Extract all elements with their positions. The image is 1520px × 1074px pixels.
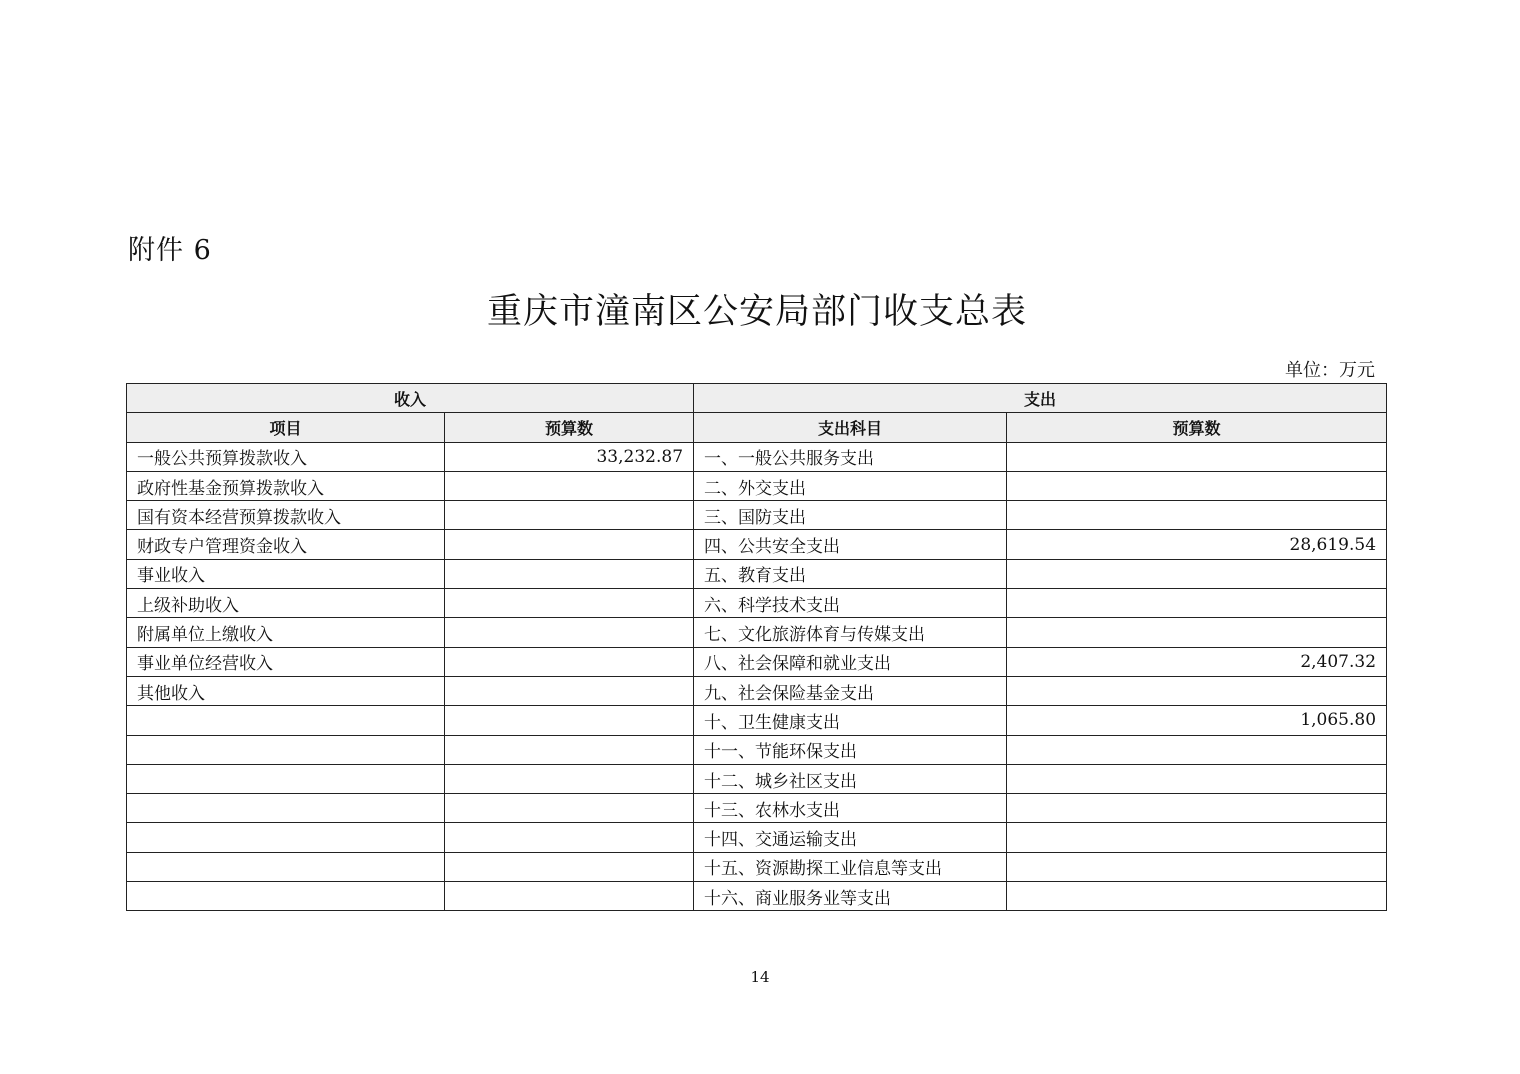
table-row bbox=[127, 823, 1387, 852]
expense-budget-cell bbox=[1007, 823, 1387, 852]
income-budget-cell bbox=[445, 676, 694, 705]
income-budget-cell bbox=[445, 647, 694, 676]
page-number: 14 bbox=[750, 968, 770, 986]
expense-budget-cell bbox=[1007, 676, 1387, 705]
income-item-cell: 事业收入 bbox=[127, 559, 445, 588]
table-row bbox=[127, 882, 1387, 911]
table-row bbox=[127, 618, 1387, 647]
income-budget-cell: 33,232.87 bbox=[445, 442, 694, 471]
income-budget-cell bbox=[445, 823, 694, 852]
income-item-cell bbox=[127, 764, 445, 793]
expense-budget-cell bbox=[1007, 471, 1387, 500]
income-item-cell: 一般公共预算拨款收入 bbox=[127, 442, 445, 471]
table-row bbox=[127, 559, 1387, 588]
income-item-cell: 国有资本经营预算拨款收入 bbox=[127, 501, 445, 530]
income-item-cell bbox=[127, 823, 445, 852]
expense-budget-cell bbox=[1007, 618, 1387, 647]
income-item-cell bbox=[127, 852, 445, 881]
income-budget-cell bbox=[445, 764, 694, 793]
expense-budget-cell: 2,407.32 bbox=[1007, 647, 1387, 676]
income-item-cell bbox=[127, 706, 445, 735]
expense-subject-cell: 八、社会保障和就业支出 bbox=[694, 647, 1007, 676]
expense-budget-cell: 1,065.80 bbox=[1007, 706, 1387, 735]
expense-budget-cell bbox=[1007, 501, 1387, 530]
expense-budget-cell bbox=[1007, 794, 1387, 823]
budget-table-body bbox=[127, 442, 1387, 911]
expense-budget-cell bbox=[1007, 589, 1387, 618]
expense-budget-cell bbox=[1007, 735, 1387, 764]
income-item-cell: 事业单位经营收入 bbox=[127, 647, 445, 676]
income-item-cell: 财政专户管理资金收入 bbox=[127, 530, 445, 559]
unit-label: 单位：万元 bbox=[1285, 360, 1375, 381]
income-budget-cell bbox=[445, 559, 694, 588]
table-row bbox=[127, 764, 1387, 793]
expense-budget-cell bbox=[1007, 764, 1387, 793]
income-budget-header: 预算数 bbox=[445, 413, 694, 442]
income-item-cell bbox=[127, 794, 445, 823]
expense-subject-cell: 十四、交通运输支出 bbox=[694, 823, 1007, 852]
expense-subject-cell: 十三、农林水支出 bbox=[694, 794, 1007, 823]
table-row bbox=[127, 530, 1387, 559]
income-group-header: 收入 bbox=[127, 384, 694, 413]
column-header-row bbox=[127, 413, 1387, 442]
table-row bbox=[127, 852, 1387, 881]
income-budget-cell bbox=[445, 501, 694, 530]
page-title: 重庆市潼南区公安局部门收支总表 bbox=[486, 292, 1027, 332]
table-row bbox=[127, 442, 1387, 471]
income-item-cell bbox=[127, 735, 445, 764]
expense-budget-cell: 28,619.54 bbox=[1007, 530, 1387, 559]
expense-group-header: 支出 bbox=[694, 384, 1387, 413]
expense-budget-header: 预算数 bbox=[1007, 413, 1387, 442]
table-row bbox=[127, 589, 1387, 618]
expense-subject-cell: 十二、城乡社区支出 bbox=[694, 764, 1007, 793]
expense-budget-cell bbox=[1007, 882, 1387, 911]
expense-subject-cell: 十一、节能环保支出 bbox=[694, 735, 1007, 764]
expense-budget-cell bbox=[1007, 442, 1387, 471]
income-budget-cell bbox=[445, 618, 694, 647]
income-budget-cell bbox=[445, 794, 694, 823]
expense-subject-cell: 四、公共安全支出 bbox=[694, 530, 1007, 559]
group-header-row bbox=[127, 384, 1387, 413]
income-budget-cell bbox=[445, 471, 694, 500]
expense-subject-cell: 一、一般公共服务支出 bbox=[694, 442, 1007, 471]
expense-subject-cell: 三、国防支出 bbox=[694, 501, 1007, 530]
expense-subject-cell: 七、文化旅游体育与传媒支出 bbox=[694, 618, 1007, 647]
income-budget-cell bbox=[445, 530, 694, 559]
income-item-header: 项目 bbox=[127, 413, 445, 442]
table-row bbox=[127, 794, 1387, 823]
income-budget-cell bbox=[445, 882, 694, 911]
table-row bbox=[127, 676, 1387, 705]
income-budget-cell bbox=[445, 852, 694, 881]
income-item-cell: 附属单位上缴收入 bbox=[127, 618, 445, 647]
budget-table bbox=[126, 383, 1387, 911]
expense-subject-cell: 六、科学技术支出 bbox=[694, 589, 1007, 618]
table-row bbox=[127, 501, 1387, 530]
income-item-cell bbox=[127, 882, 445, 911]
attachment-label: 附件 6 bbox=[128, 235, 212, 266]
table-row bbox=[127, 471, 1387, 500]
income-item-cell: 其他收入 bbox=[127, 676, 445, 705]
income-budget-cell bbox=[445, 706, 694, 735]
income-budget-cell bbox=[445, 735, 694, 764]
expense-subject-header: 支出科目 bbox=[694, 413, 1007, 442]
expense-budget-cell bbox=[1007, 559, 1387, 588]
income-item-cell: 上级补助收入 bbox=[127, 589, 445, 618]
expense-subject-cell: 十五、资源勘探工业信息等支出 bbox=[694, 852, 1007, 881]
income-item-cell: 政府性基金预算拨款收入 bbox=[127, 471, 445, 500]
expense-subject-cell: 十六、商业服务业等支出 bbox=[694, 882, 1007, 911]
table-row bbox=[127, 706, 1387, 735]
expense-subject-cell: 九、社会保险基金支出 bbox=[694, 676, 1007, 705]
table-row bbox=[127, 735, 1387, 764]
expense-subject-cell: 十、卫生健康支出 bbox=[694, 706, 1007, 735]
income-budget-cell bbox=[445, 589, 694, 618]
expense-budget-cell bbox=[1007, 852, 1387, 881]
table-row bbox=[127, 647, 1387, 676]
expense-subject-cell: 二、外交支出 bbox=[694, 471, 1007, 500]
expense-subject-cell: 五、教育支出 bbox=[694, 559, 1007, 588]
